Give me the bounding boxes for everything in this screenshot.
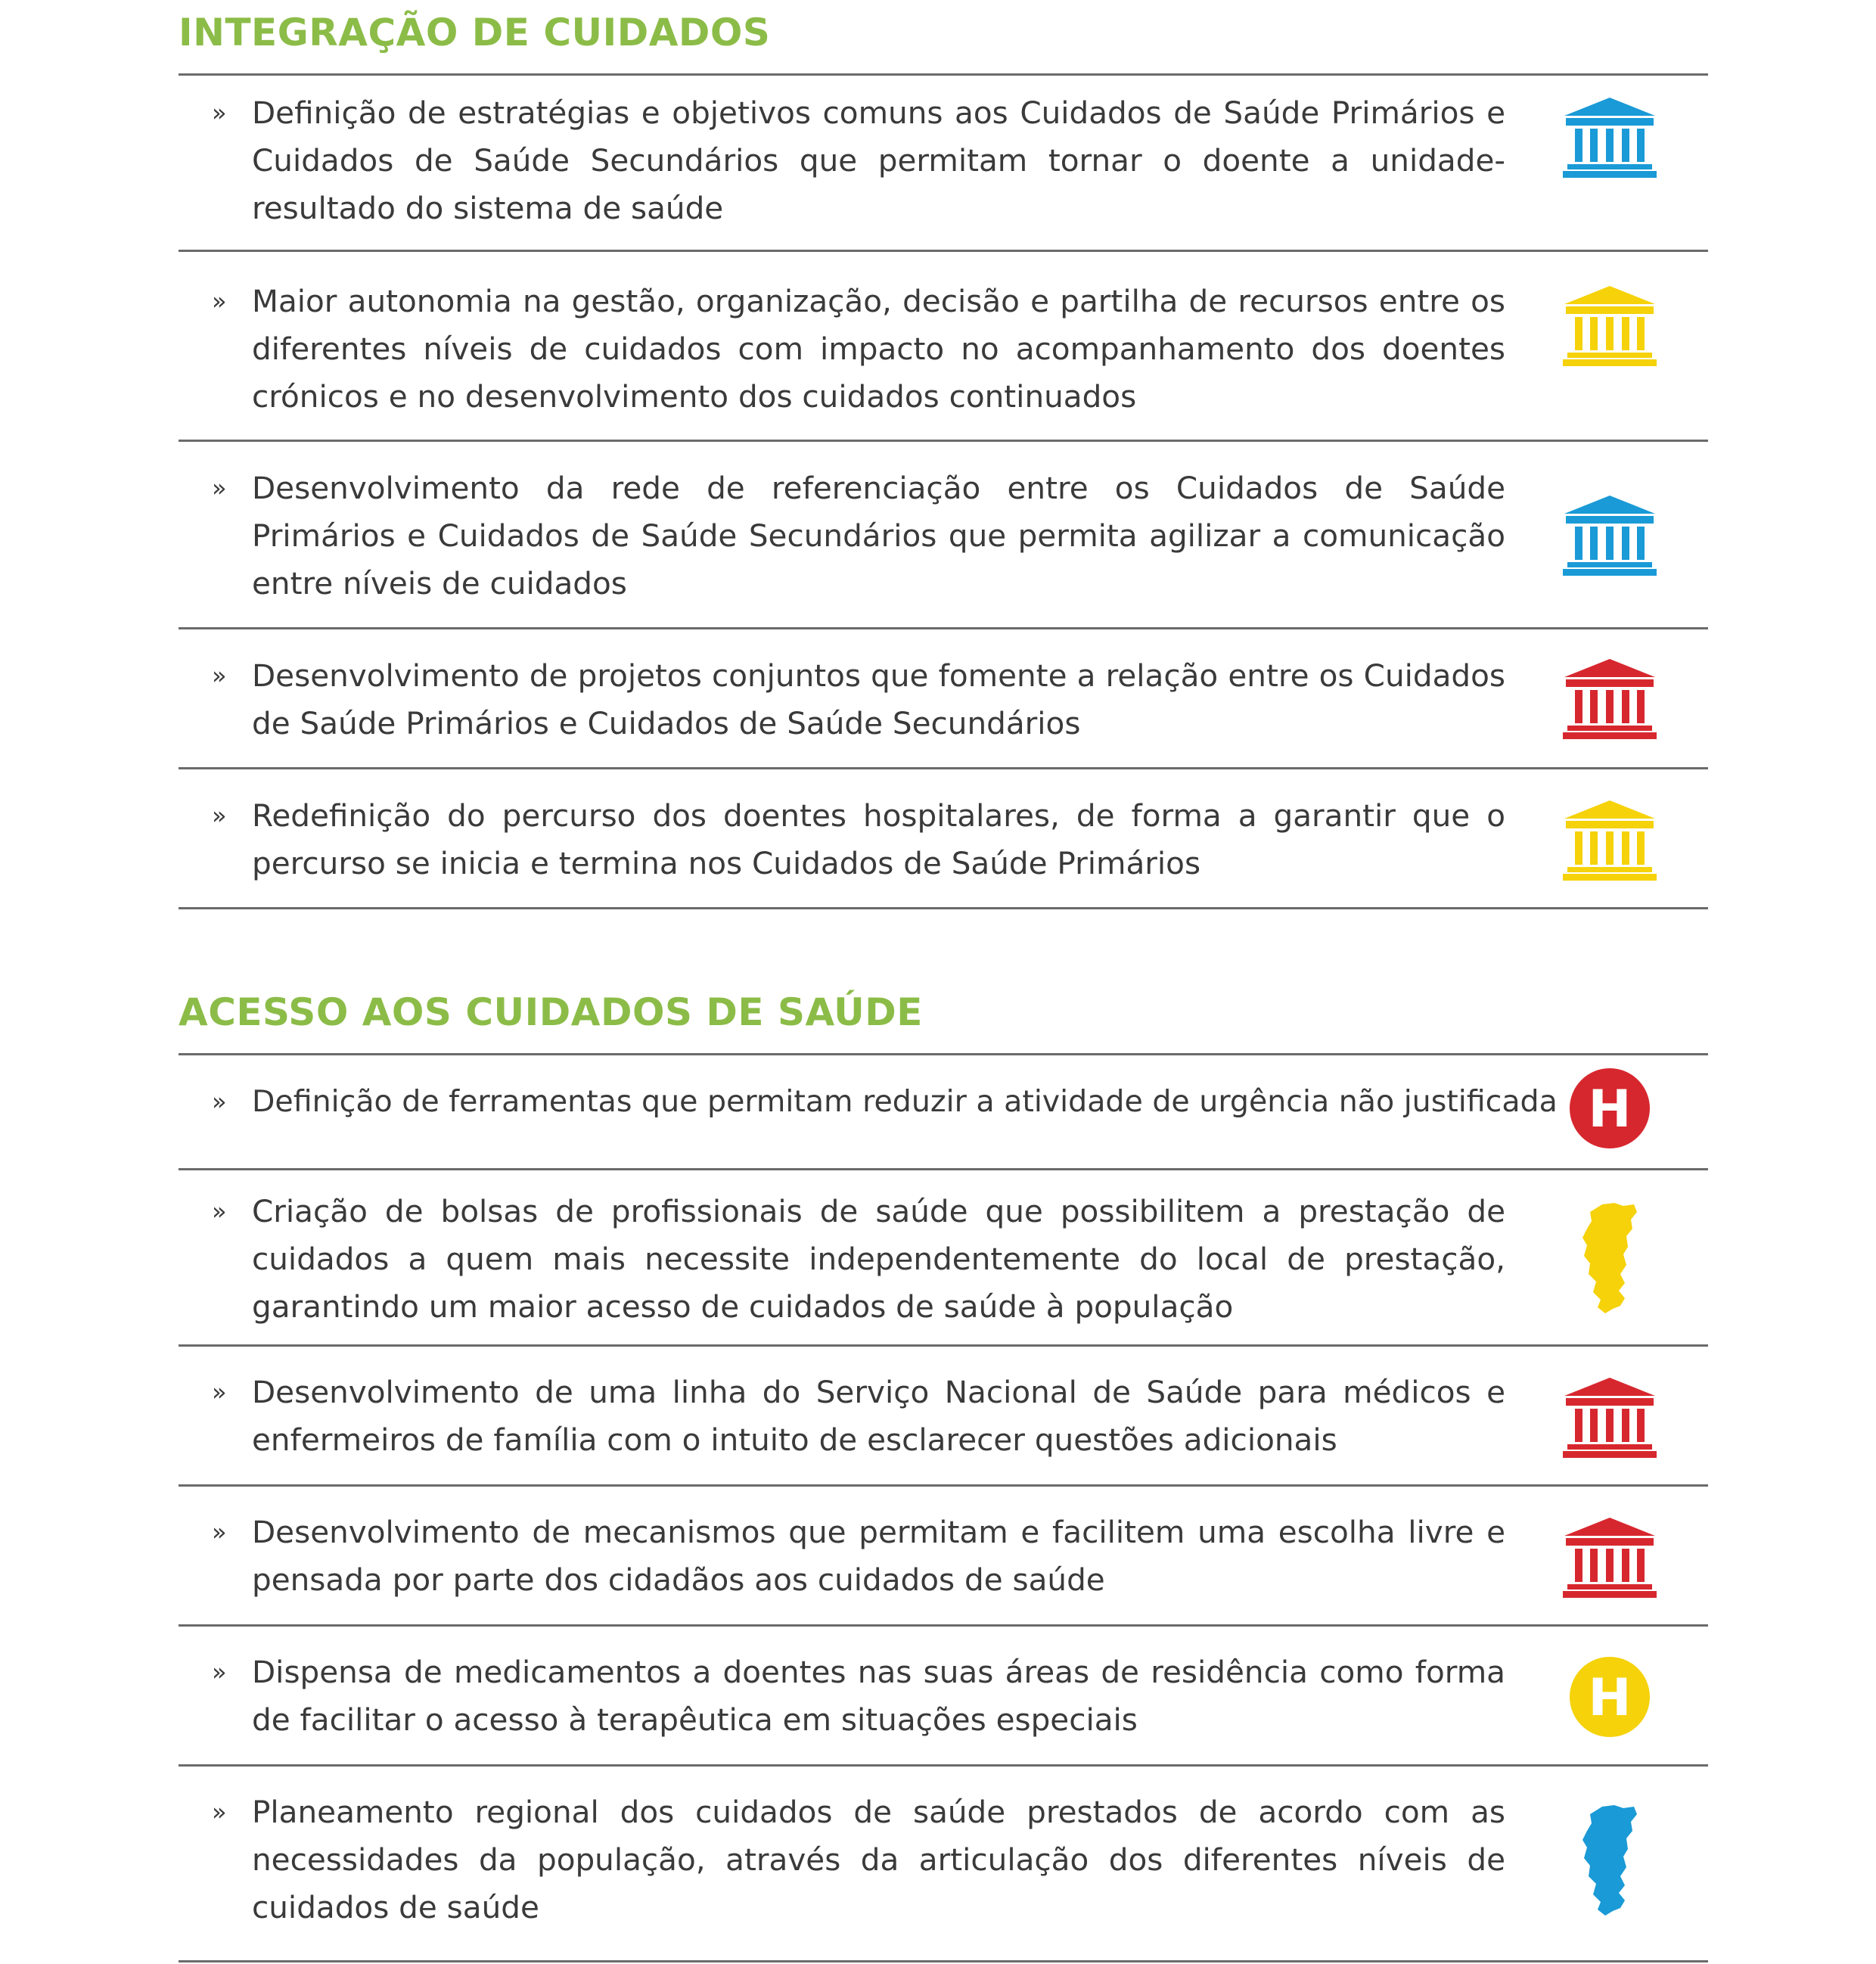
item-text: Desenvolvimento de projetos conjuntos que fomente a relação entre os Cuidados de Saúde Primários e Cuidados de Saúde Secundários: [252, 657, 1505, 741]
institution-icon: [1563, 98, 1657, 178]
item-text: Desenvolvimento da rede de referenciação entre os Cuidados de Saúde Primários e Cuidados de Saúde Secundários que permita agilizar a comunicação entre níveis de cuidados: [252, 470, 1505, 601]
item-text: Criação de bolsas de profissionais de saúde que possibilitem a prestação de cuidados a quem mais necessite independentemente do local de prestação, garantindo um maior acesso de cuidados de saúde à população: [252, 1193, 1505, 1325]
hospital-h-icon: [1569, 1656, 1651, 1738]
item-text: Definição de ferramentas que permitam reduzir a atividade de urgência não justificada: [252, 1084, 1558, 1119]
institution-icon-shape: [1563, 800, 1657, 881]
divider: [179, 1764, 1708, 1767]
portugal-map-icon-shape: [1582, 1203, 1637, 1313]
bullet-marker: »: [212, 287, 227, 315]
hospital-h-icon-letter: H: [1588, 1080, 1632, 1139]
hospital-h-icon-letter: H: [1588, 1668, 1632, 1728]
item-text: Planeamento regional dos cuidados de saúde prestados de acordo com as necessidades da população, através da articulação dos diferentes níveis de cuidados de saúde: [252, 1794, 1505, 1925]
divider: [179, 250, 1708, 252]
item-text: Desenvolvimento de uma linha do Serviço Nacional de Saúde para médicos e enfermeiros de família com o intuito de esclarecer questões adicionais: [252, 1374, 1505, 1458]
divider: [179, 1484, 1708, 1487]
bullet-marker: »: [212, 474, 227, 502]
item-text: Maior autonomia na gestão, organização, decisão e partilha de recursos entre os diferentes níveis de cuidados com impacto no acompanhamento dos doentes crónicos e no desenvolvimento dos cuidados continuados: [252, 283, 1505, 415]
item-text: Definição de estratégias e objetivos comuns aos Cuidados de Saúde Primários e Cuidados de Saúde Secundários que permitam tornar o doente a unidade-resultado do sistema de saúde: [252, 95, 1505, 226]
institution-icon: [1563, 800, 1657, 881]
divider: [179, 440, 1708, 442]
divider: [179, 1168, 1708, 1170]
institution-icon-shape: [1563, 1378, 1657, 1458]
bullet-marker: »: [212, 1518, 227, 1546]
institution-icon-shape: [1563, 659, 1657, 739]
bullet-marker: »: [212, 1798, 227, 1826]
hospital-h-icon: [1569, 1067, 1651, 1149]
divider: [179, 73, 1708, 76]
institution-icon-shape: [1563, 496, 1657, 576]
item-text: Redefinição do percurso dos doentes hospitalares, de forma a garantir que o percurso se inicia e termina nos Cuidados de Saúde Primários: [252, 797, 1505, 881]
divider: [179, 767, 1708, 769]
section-title: INTEGRAÇÃO DE CUIDADOS: [179, 11, 771, 54]
institution-icon-shape: [1563, 286, 1657, 366]
divider: [179, 1344, 1708, 1347]
divider: [179, 627, 1708, 629]
institution-icon-shape: [1563, 98, 1657, 178]
bullet-marker: »: [212, 661, 227, 690]
divider: [179, 1624, 1708, 1627]
institution-icon: [1563, 1378, 1657, 1458]
bullet-marker: »: [212, 1197, 227, 1226]
item-text: Dispensa de medicamentos a doentes nas suas áreas de residência como forma de facilitar o acesso à terapêutica em situações especiais: [252, 1654, 1505, 1738]
section-title: ACESSO AOS CUIDADOS DE SAÚDE: [179, 990, 923, 1034]
bullet-marker: »: [212, 98, 227, 127]
bullet-marker: »: [212, 801, 227, 830]
institution-icon: [1563, 496, 1657, 576]
divider: [179, 907, 1708, 909]
portugal-map-icon: [1579, 1203, 1640, 1315]
divider: [179, 1053, 1708, 1055]
bullet-marker: »: [212, 1378, 227, 1406]
institution-icon: [1563, 1518, 1657, 1598]
divider: [179, 1960, 1708, 1962]
institution-icon: [1563, 286, 1657, 366]
bullet-marker: »: [212, 1658, 227, 1686]
institution-icon-shape: [1563, 1518, 1657, 1598]
bullet-marker: »: [212, 1087, 227, 1116]
institution-icon: [1563, 659, 1657, 739]
portugal-map-icon: [1579, 1805, 1640, 1917]
item-text: Desenvolvimento de mecanismos que permitam e facilitem uma escolha livre e pensada por parte dos cidadãos aos cuidados de saúde: [252, 1514, 1505, 1598]
portugal-map-icon-shape: [1582, 1805, 1637, 1916]
